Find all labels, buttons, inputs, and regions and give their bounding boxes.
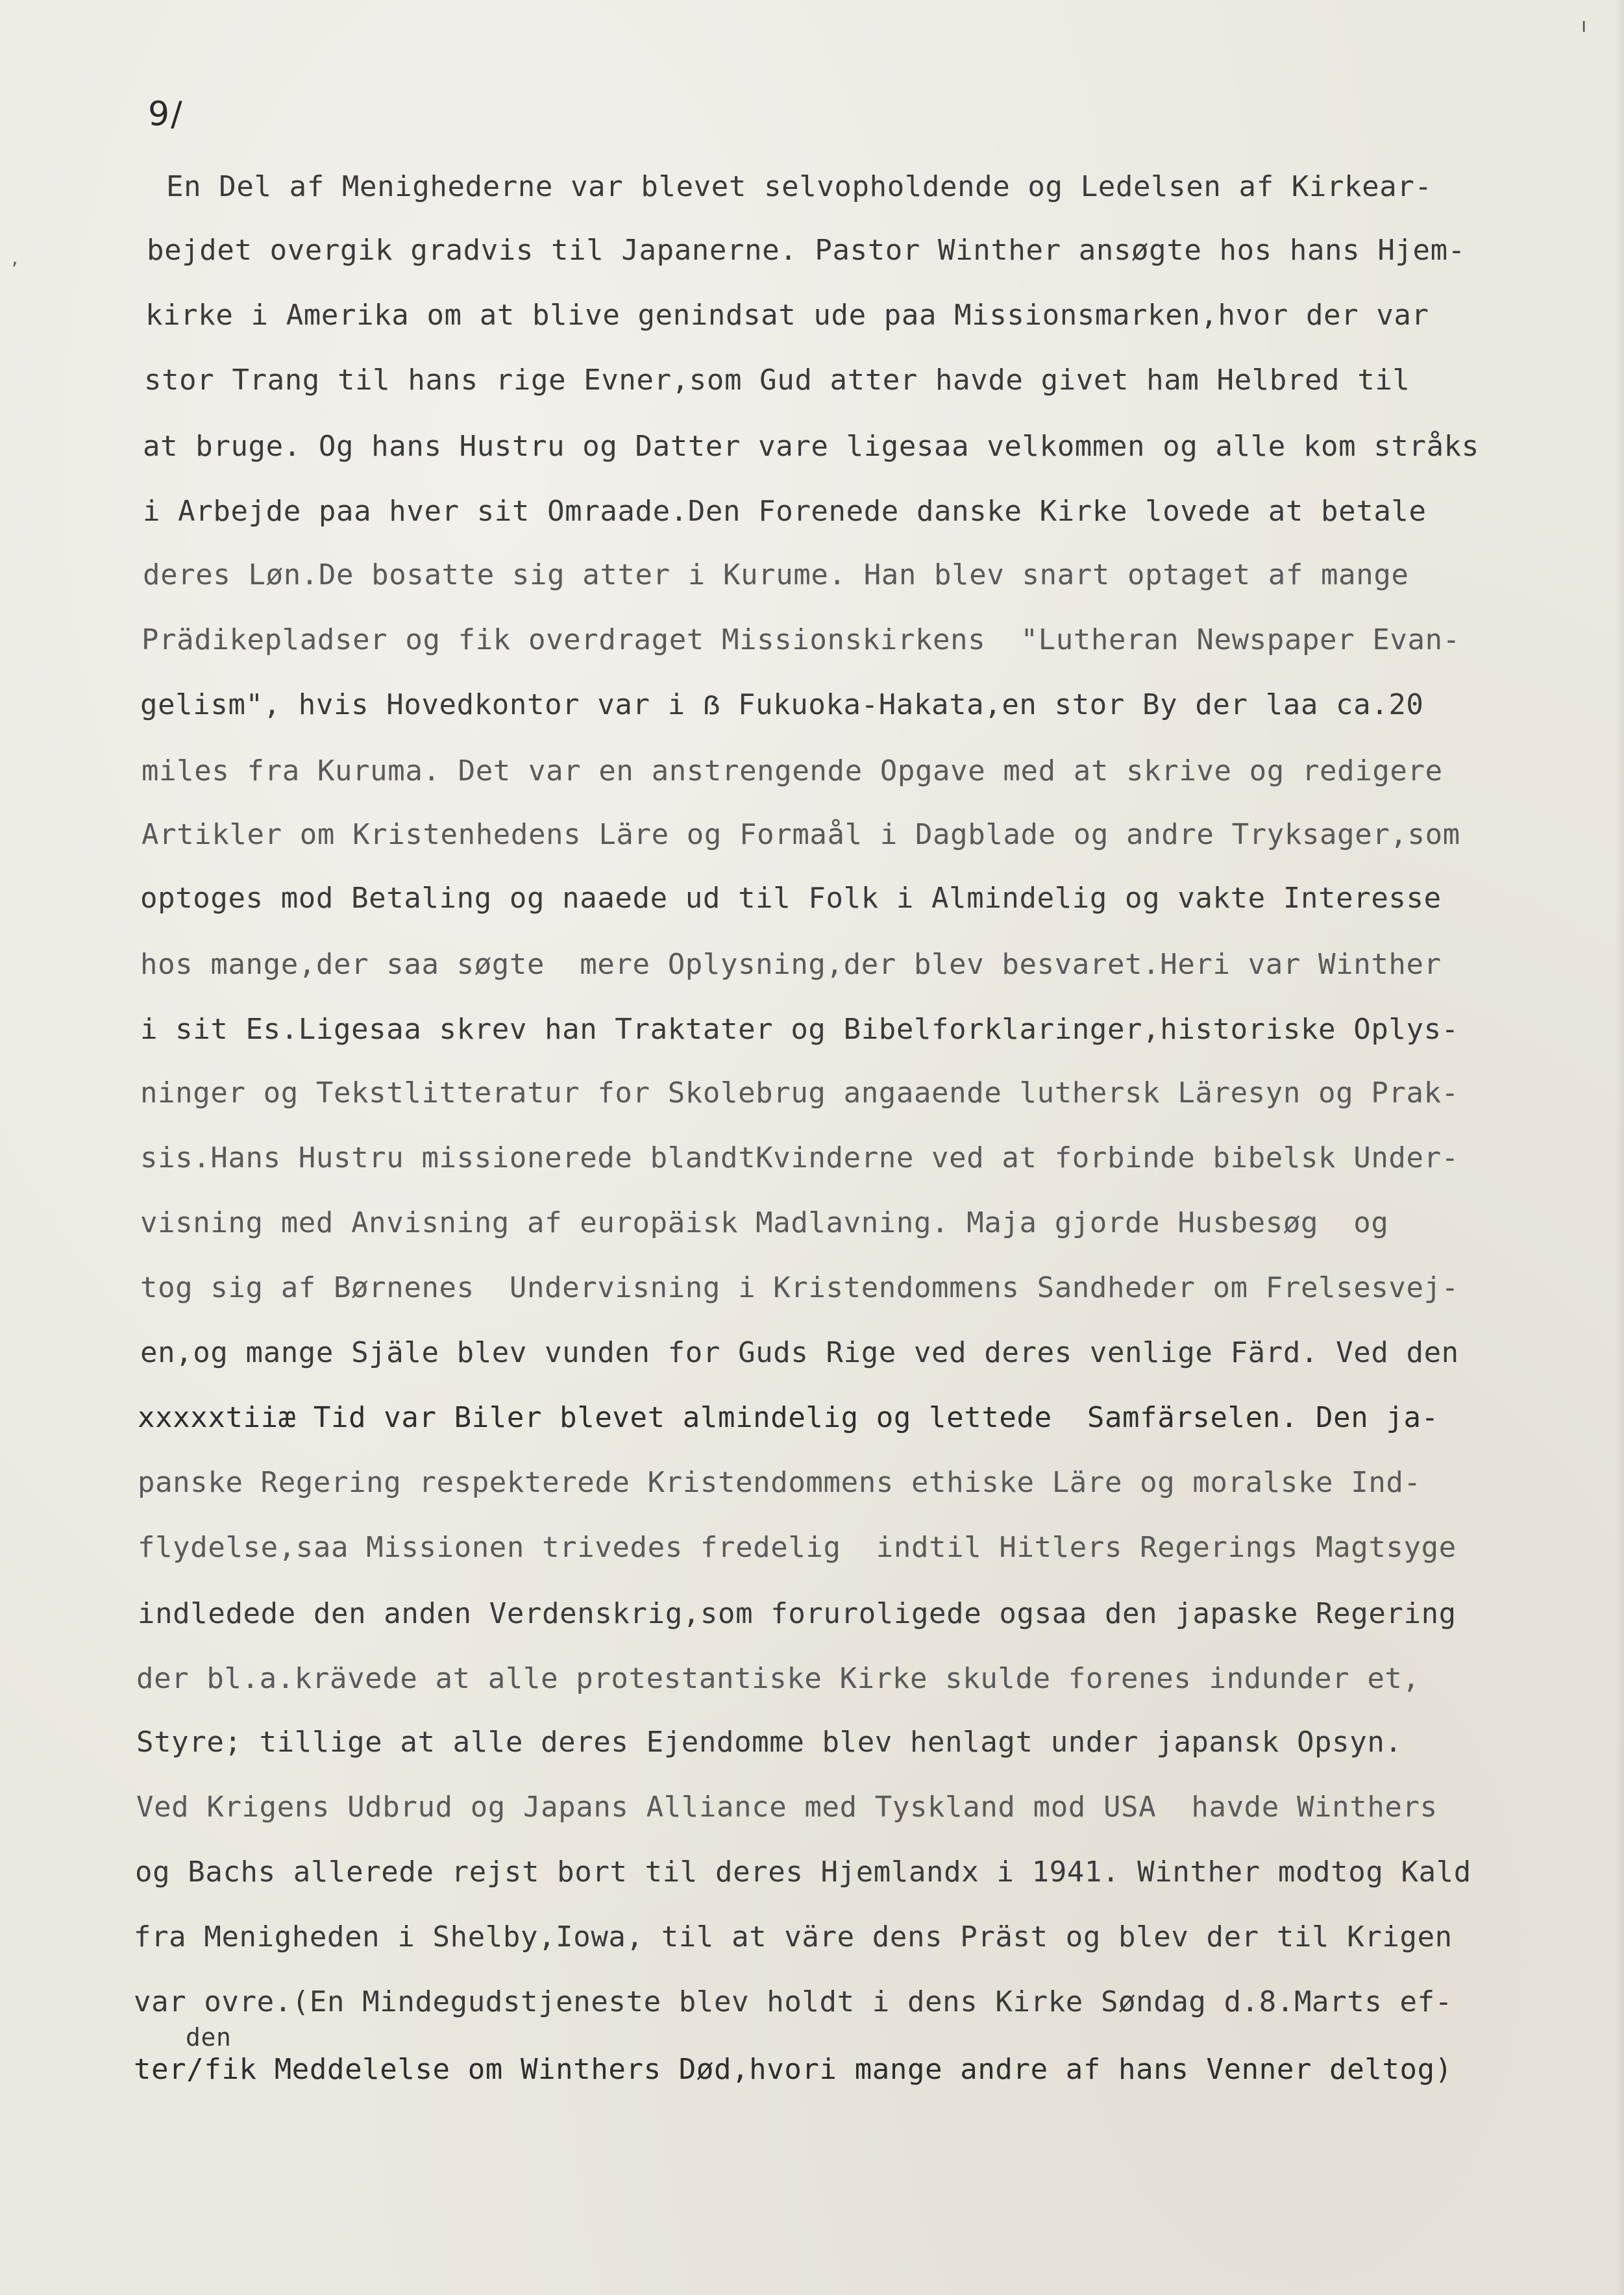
text-line: bejdet overgik gradvis til Japanerne. Pastor Winther ansøgte hos hans Hjem-	[147, 234, 1466, 267]
corner-mark: ı	[1581, 14, 1587, 37]
text-line: en,og mange Själe blev vunden for Guds Rige ved deres venlige Färd. Ved den	[140, 1336, 1459, 1369]
text-line: deres Løn.De bosatte sig atter i Kurume. Han blev snart optaget af mange	[143, 558, 1409, 591]
page-number: 9/	[148, 95, 184, 134]
text-line: at bruge. Og hans Hustru og Datter vare ligesaa velkommen og alle kom stråks	[143, 430, 1479, 463]
text-line: visning med Anvisning af europäisk Madlavning. Maja gjorde Husbesøg og	[140, 1206, 1389, 1239]
text-line: og Bachs allerede rejst bort til deres Hjemlandx i 1941. Winther modtog Kald	[135, 1855, 1471, 1889]
text-line: Styre; tillige at alle deres Ejendomme blev henlagt under japansk Opsyn.	[136, 1726, 1403, 1759]
text-line: fra Menigheden i Shelby,Iowa, til at väre dens Präst og blev der til Krigen	[134, 1920, 1453, 1954]
text-line: stor Trang til hans rige Evner,som Gud atter havde givet ham Helbred til	[144, 364, 1410, 397]
text-line: En Del af Menighederne var blevet selvopholdende og Ledelsen af Kirkear-	[166, 170, 1433, 203]
text-line: Ved Krigens Udbrud og Japans Alliance med Tyskland mod USA havde Winthers	[136, 1791, 1438, 1824]
text-line: der bl.a.krävede at alle protestantiske Kirke skulde forenes indunder et,	[136, 1662, 1420, 1695]
text-line: i Arbejde paa hver sit Omraade.Den Forenede danske Kirke lovede at betale	[143, 495, 1427, 528]
text-line: indledede den anden Verdenskrig,som foruroligede ogsaa den japaske Regering	[138, 1597, 1457, 1630]
margin-mark: ,	[12, 247, 18, 269]
text-line: xxxxxtiiæ Tid var Biler blevet almindelig og lettede Samfärselen. Den ja-	[138, 1401, 1439, 1434]
text-line: panske Regering respekterede Kristendommens ethiske Läre og moralske Ind-	[138, 1466, 1421, 1499]
text-line: optoges mod Betaling og naaede ud til Folk i Almindelig og vakte Interesse	[140, 882, 1442, 915]
text-line: var ovre.(En Mindegudstjeneste blev holdt i dens Kirke Søndag d.8.Marts ef-	[134, 1985, 1453, 2018]
text-line: flydelse,saa Missionen trivedes fredelig indtil Hitlers Regerings Magtsyge	[138, 1531, 1457, 1564]
text-line: i sit Es.Ligesaa skrev han Traktater og Bibelforklaringer,historiske Oplys-	[140, 1013, 1459, 1046]
text-line: Artikler om Kristenhedens Läre og Formaål i Dagblade og andre Tryksager,som	[141, 818, 1460, 851]
text-line: ter/fik Meddelelse om Winthers Død,hvori mange andre af hans Venner deltog)	[134, 2053, 1453, 2086]
text-line: sis.Hans Hustru missionerede blandtKvinderne ved at forbinde bibelsk Under-	[140, 1141, 1459, 1174]
text-line: Prädikepladser og fik overdraget Missionskirkens "Lutheran Newspaper Evan-	[141, 623, 1460, 656]
text-line: tog sig af Børnenes Undervisning i Kristendommens Sandheder om Frelsesvej-	[140, 1271, 1459, 1304]
text-line: miles fra Kuruma. Det var en anstrengende Opgave med at skrive og redigere	[141, 754, 1443, 788]
text-line-insertion: den	[186, 2023, 232, 2052]
text-line: hos mange,der saa søgte mere Oplysning,der blev besvaret.Heri var Winther	[140, 948, 1442, 981]
text-line: ninger og Tekstlitteratur for Skolebrug angaaende luthersk Läresyn og Prak-	[140, 1076, 1459, 1110]
text-line: kirke i Amerika om at blive genindsat ude paa Missionsmarken,hvor der var	[145, 299, 1429, 332]
text-line: gelism", hvis Hovedkontor var i ẞ Fukuoka-Hakata,en stor By der laa ca.20	[140, 688, 1424, 721]
